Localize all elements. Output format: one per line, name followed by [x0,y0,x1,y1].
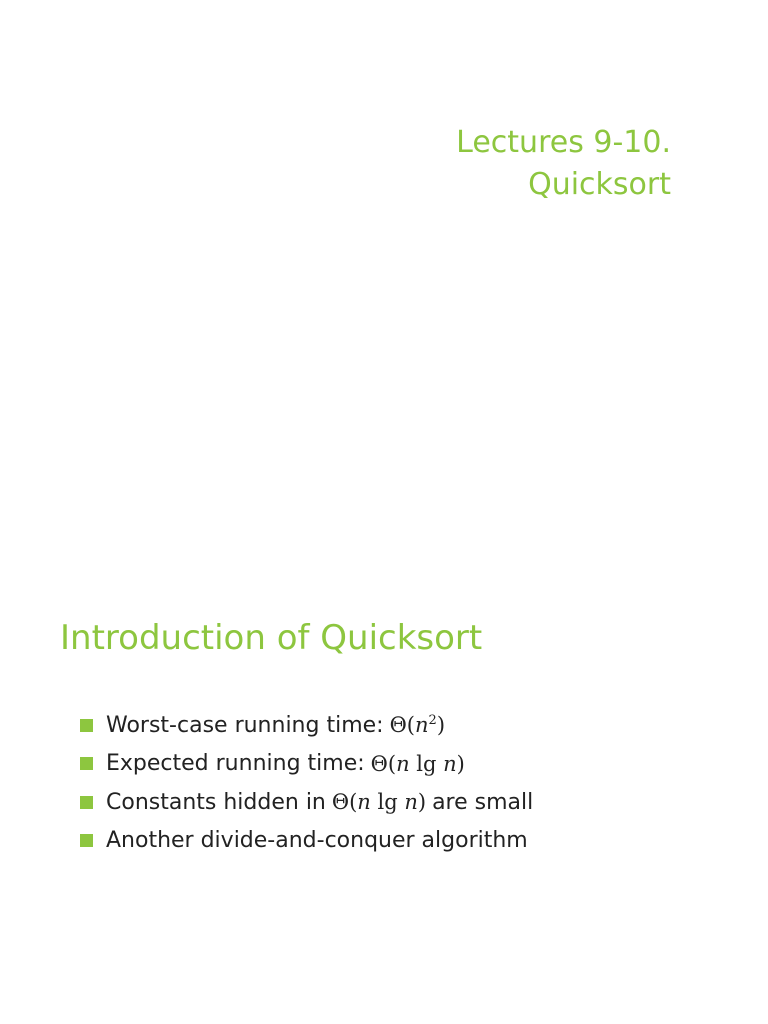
math-expression: Θ(n lg n) [370,751,465,776]
bullet-text-after: are small [432,789,534,815]
square-bullet-icon [80,757,93,770]
title-line-1: Lectures 9-10. [456,125,671,160]
bullet-text: Expected running time: [106,751,365,777]
square-bullet-icon [80,796,93,809]
math-expression: Θ(n lg n) [331,790,427,815]
bullet-text: Another divide-and-conquer algorithm [106,828,528,854]
slide-introduction [0,512,768,1024]
bullet-item [80,783,533,822]
square-bullet-icon [80,834,93,847]
square-bullet-icon [80,719,93,732]
title-block [456,122,671,206]
math-expression: $\Theta(n^2)$ [389,713,446,738]
bullet-item [80,822,533,861]
bullet-list [80,706,533,860]
bullet-item [80,706,533,745]
bullet-text: Constants hidden in [106,789,326,815]
bullet-text: Worst-case running time: [106,712,384,738]
slide-heading: Introduction of Quicksort [60,618,483,658]
title-line-2: Quicksort [528,167,671,202]
bullet-item [80,745,533,784]
